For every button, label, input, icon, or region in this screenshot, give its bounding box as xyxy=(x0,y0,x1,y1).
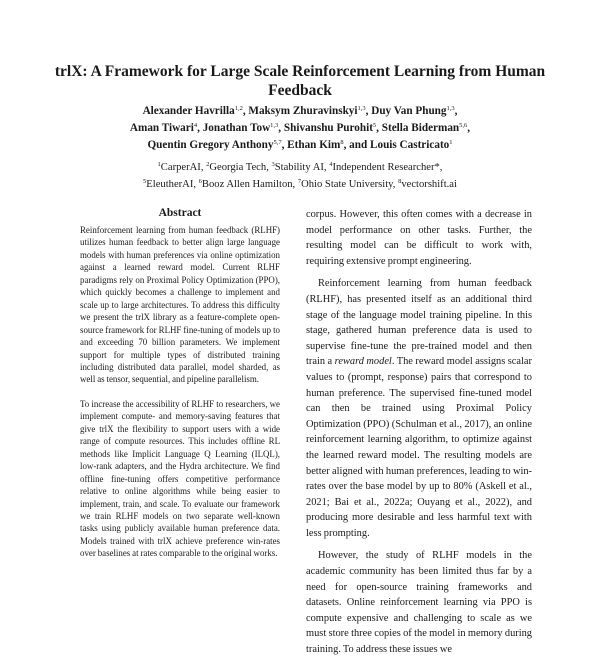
author-list xyxy=(60,103,540,154)
author-affiliation-mark: 8 xyxy=(340,139,344,146)
affiliation-mark: 4 xyxy=(329,161,333,168)
author-affiliation-mark: 5 xyxy=(372,122,377,129)
abstract-heading: Abstract xyxy=(158,207,202,219)
affiliation-name: Stability AI xyxy=(274,162,324,173)
author-name: Shivanshu Purohit xyxy=(283,122,373,134)
affiliation-mark: 3 xyxy=(271,161,275,168)
abstract-paragraph-2: To increase the accessibility of RLHF to researchers, we implement compute- and memory-saving features that give trlX the flexibility to support users with a wide range of compute resources. This includes offline RL methods like Implicit Language Q Learning (ILQL), low-rank adapters, and the Hydra architecture. We find offline fine-tuning offers competitive performance relative to online algorithms while being easier to implement, train, and scale. To evaluate our framework we train RLHF models on two separate well-known tasks using publicly available human preference data. Models trained with trlX achieve preference win-rates over baselines at rates comparable to the original works. xyxy=(80,398,280,559)
author-name: Stella Biderman xyxy=(381,122,460,134)
affiliation-mark: 7 xyxy=(297,178,302,185)
affiliation-mark: 2 xyxy=(206,161,210,168)
body-paragraph-2 xyxy=(306,276,532,541)
author-line-1: Alexander Havrilla$^{1,2}$, Maksym Zhuravinskyi$^{1,3}$, Duy Van Phung$^{1,3}$, xyxy=(142,105,458,117)
author-affiliation-mark: 1,3 xyxy=(357,105,366,112)
body-paragraph-3: However, the study of RLHF models in the academic community has been limited thus far by a need for open-source training frameworks and datasets. Online reinforcement learning via PPO is compute expensive and challenging to scale as we must store three copies of the model in memory during training. To address these issues we xyxy=(306,550,532,656)
reward-model-term: reward model xyxy=(334,356,392,368)
author-affiliation-mark: 1,3 xyxy=(270,122,279,129)
paper-title: trlX: A Framework for Large Scale Reinforcement Learning from Human Feedback xyxy=(54,63,546,99)
affiliation-mark: 1 xyxy=(157,161,161,168)
author-name: Alexander Havrilla xyxy=(142,105,235,117)
author-name: Ethan Kim xyxy=(287,139,341,151)
author-name: Louis Castricato xyxy=(370,139,450,151)
affiliation-name: EleutherAI xyxy=(146,179,194,190)
author-affiliation-mark: 5,7 xyxy=(273,139,282,146)
body-paragraph-2-rest: . The reward model assigns scalar values to (prompt, response) pairs that correspond to human preference. The supervised fine-tuned model can then be trained using Proximal Policy Optimization (PPO) (Schulman et al., 2017), an online reinforcement learning algorithm, to optimize against the learned reward model. The resulting models are better aligned with human preferences, leading to win-rates over the base model by up to 80% (Askell et al., 2021; Bai et al., 2022a; Ouyang et al., 2022), and producing more desirable and less harmful text with less prompting. xyxy=(306,356,532,539)
abstract-paragraph-1: Reinforcement learning from human feedback (RLHF) utilizes human feedback to better align large language models with human preferences via online optimization against a learned reward model. Current RLHF paradigms rely on Proximal Policy Optimization (PPO), which quickly becomes a challenge to implement and scale up to large architectures. To address this difficulty we present the trlX library as a feature-complete open-source framework for RLHF fine-tuning of models up to and exceeding 70 billion parameters. We implement support for multiple types of distributed training including distributed data parallel, model sharded, as well as tensor, sequential, and pipeline parallelism. xyxy=(80,225,280,385)
author-affiliation-mark: 4 xyxy=(193,122,198,129)
affiliation-mark: 5 xyxy=(143,178,147,185)
affiliation-name: Ohio State University xyxy=(301,179,393,190)
author-name: Jonathan Tow xyxy=(202,122,271,134)
author-affiliation-mark: 1,3 xyxy=(446,105,455,112)
body-column-right xyxy=(306,207,532,656)
author-name: Quentin Gregory Anthony xyxy=(147,139,274,151)
affiliation-name: Independent Researcher* xyxy=(332,162,440,173)
affiliation-name: Georgia Tech xyxy=(209,162,267,173)
abstract-column xyxy=(80,224,280,600)
author-line-2: Aman Tiwari$^4$, Jonathan Tow$^{1,3}$, Shivanshu Purohit$^5$, Stella Biderman$^{5,6}$, xyxy=(129,122,471,134)
author-affiliation-mark: 5,6 xyxy=(459,122,468,129)
affiliation-mark: 8 xyxy=(398,178,402,185)
affiliation-name: CarperAI xyxy=(160,162,201,173)
body-paragraph-1: corpus. However, this often comes with a decrease in model performance on other tasks. Further, the resulting model can be difficult to work with, requiring extensive prompt engineering. xyxy=(306,209,532,267)
affiliation-line-1: $^1$CarperAI, $^2$Georgia Tech, $^3$Stability AI, $^4$Independent Researcher*, xyxy=(157,161,443,173)
affiliation-line-2: $^5$EleutherAI, $^6$Booz Allen Hamilton, $^7$Ohio State University, $^8$vectorshift.ai xyxy=(143,178,457,190)
author-name: Duy Van Phung xyxy=(371,105,447,117)
author-name: Maksym Zhuravinskyi xyxy=(248,105,358,117)
affiliation-name: Booz Allen Hamilton xyxy=(201,179,293,190)
author-line-3: Quentin Gregory Anthony$^{5,7}$, Ethan Kim$^8$, and Louis Castricato$^1$ xyxy=(147,139,453,151)
author-affiliation-mark: 1 xyxy=(449,139,453,146)
author-name: Aman Tiwari xyxy=(129,122,194,134)
affiliation-name: vectorshift.ai xyxy=(401,179,457,190)
affiliation-list xyxy=(60,159,540,193)
author-affiliation-mark: 1,2 xyxy=(234,105,243,112)
body-paragraph-2-start: Reinforcement learning from human feedback (RLHF), has presented itself as an additional third stage of the language model training pipeline. In this stage, gathered human preference data is used to supervise fine-tune the pre-trained model and then train a xyxy=(306,278,532,368)
affiliation-mark: 6 xyxy=(198,178,202,185)
